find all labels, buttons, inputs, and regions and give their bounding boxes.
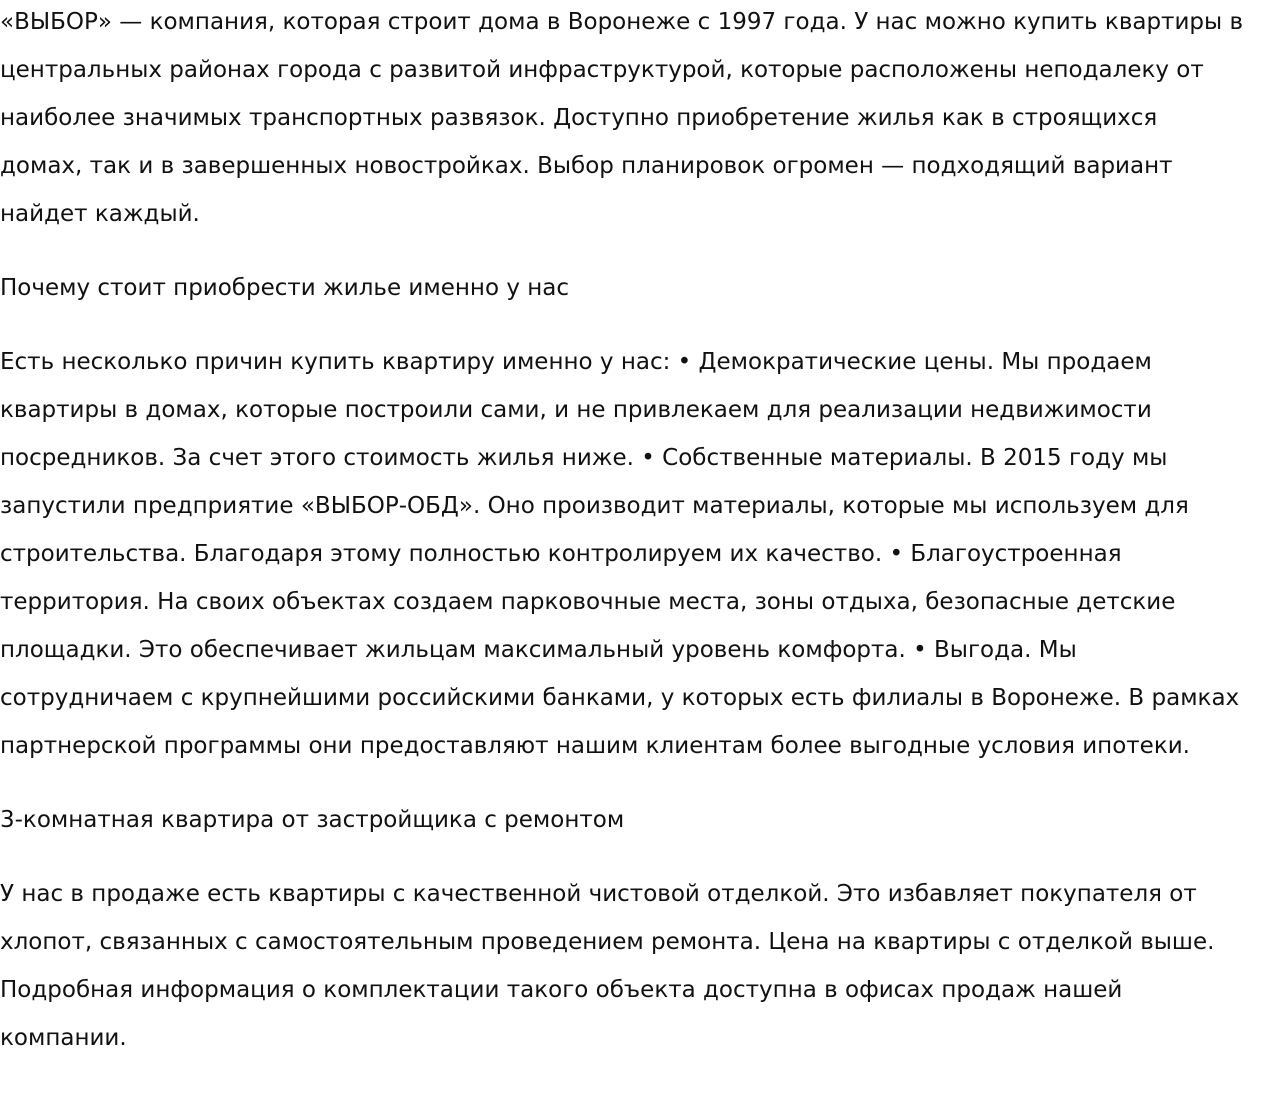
intro-paragraph: «ВЫБОР» — компания, которая строит дома в Воронеже с 1997 года. У нас можно купить квартиры в центральных районах города с развитой инфраструктурой, которые расположены неподалеку от наиболее значимых транспортных развязок. Доступно приобретение жилья как в строящихся домах, так и в завершенных новостройках. Выбор планировок огромен — подходящий вариант найдет каждый.	[0, 9, 1244, 227]
section-heading-renovation: 3-комнатная квартира от застройщика с ремонтом	[0, 807, 625, 833]
renovation-paragraph: У нас в продаже есть квартиры с качественной чистовой отделкой. Это избавляет покупателя от хлопот, связанных с самостоятельным проведением ремонта. Цена на квартиры с отделкой выше. Подробная информация о комплектации такого объекта доступна в офисах продаж нашей компании.	[0, 881, 1215, 1051]
section-heading-why-us: Почему стоит приобрести жилье именно у нас	[0, 275, 570, 301]
reasons-paragraph: Есть несколько причин купить квартиру именно у нас: • Демократические цены. Мы продаем квартиры в домах, которые построили сами, и не привлекаем для реализации недвижимости посредников. За счет этого стоимость жилья ниже. • Собственные материалы. В 2015 году мы запустили предприятие «ВЫБОР-ОБД». Оно производит материалы, которые мы используем для строительства. Благодаря этому полностью контролируем их качество. • Благоустроенная территория. На своих объектах создаем парковочные места, зоны отдыха, безопасные детские площадки. Это обеспечивает жильцам максимальный уровень комфорта. • Выгода. Мы сотрудничаем с крупнейшими российскими банками, у которых есть филиалы в Воронеже. В рамках партнерской программы они предоставляют нашим клиентам более выгодные условия ипотеки.	[0, 349, 1240, 759]
